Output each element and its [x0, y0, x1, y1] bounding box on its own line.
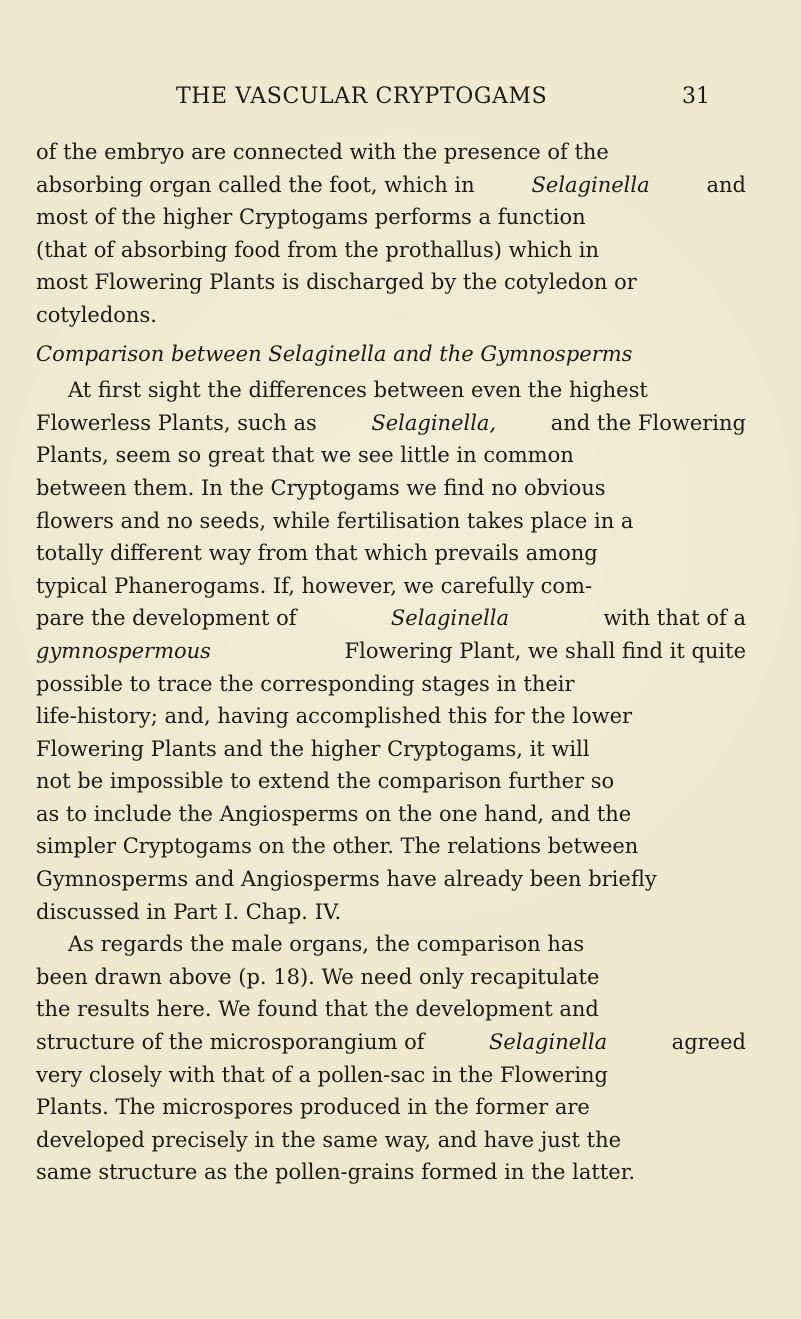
text-line: been drawn above (p. 18). We need only recapitulate	[36, 964, 600, 989]
text-line: cotyledons.	[36, 302, 157, 327]
text-line: As regards the male organs, the comparison has	[68, 932, 585, 957]
text-line: At first sight the differences between even the highest	[68, 378, 648, 403]
text-line: not be impossible to extend the comparison further so	[36, 769, 615, 794]
text-line: Gymnosperms and Angiosperms have already been briefly	[36, 867, 657, 892]
text-line: Plants, seem so great that we see little in common	[36, 443, 574, 468]
text-line: possible to trace the corresponding stages in their	[36, 671, 575, 696]
main-text	[36, 136, 746, 1189]
text-line: absorbing organ called the foot, which in Selaginella and	[36, 169, 746, 202]
text-line: Flowering Plants and the higher Cryptogams, it will	[36, 736, 590, 761]
text-line: simpler Cryptogams on the other. The relations between	[36, 834, 639, 859]
section-heading: Comparison between Selaginella and the Gymnosperms	[36, 341, 633, 366]
text-line: pare the development of Selaginella with that of a	[36, 602, 746, 635]
text-line: gymnospermous Flowering Plant, we shall find it quite	[36, 635, 746, 668]
italic-term: gymnospermous	[36, 638, 211, 663]
italic-term: Selaginella,	[371, 410, 497, 435]
text-line: same structure as the pollen-grains formed in the latter.	[36, 1160, 636, 1185]
text-line: as to include the Angiosperms on the one hand, and the	[36, 801, 632, 826]
italic-term: Selaginella	[390, 606, 510, 631]
text-line: of the embryo are connected with the presence of the	[36, 140, 609, 164]
text-line: flowers and no seeds, while fertilisation takes place in a	[36, 508, 634, 533]
italic-term: Selaginella	[489, 1030, 608, 1055]
italic-term: Selaginella	[531, 172, 650, 197]
text-line: most Flowering Plants is discharged by the cotyledon or	[36, 270, 637, 295]
text-line: totally different way from that which prevails among	[36, 541, 598, 566]
text-line: discussed in Part I. Chap. IV.	[36, 899, 342, 924]
page-number: 31	[682, 84, 710, 109]
text-line: most of the higher Cryptogams performs a function	[36, 205, 586, 230]
text-line: very closely with that of a pollen-sac in the Flowering	[36, 1062, 609, 1087]
text-line: the results here. We found that the development and	[36, 997, 599, 1022]
text-line: typical Phanerogams. If, however, we carefully com-	[36, 573, 593, 598]
text-line: structure of the microsporangium of Selaginella agreed	[36, 1026, 746, 1059]
text-line: between them. In the Cryptogams we find no obvious	[36, 475, 606, 500]
running-head: THE VASCULAR CRYPTOGAMS	[176, 84, 548, 109]
text-line: life-history; and, having accomplished this for the lower	[36, 704, 633, 729]
text-line: developed precisely in the same way, and have just the	[36, 1127, 622, 1152]
text-line: (that of absorbing food from the prothallus) which in	[36, 237, 600, 262]
page-header	[0, 84, 801, 124]
text-line: Flowerless Plants, such as Selaginella, and the Flowering	[36, 407, 746, 440]
text-line: Plants. The microspores produced in the former are	[36, 1095, 590, 1120]
